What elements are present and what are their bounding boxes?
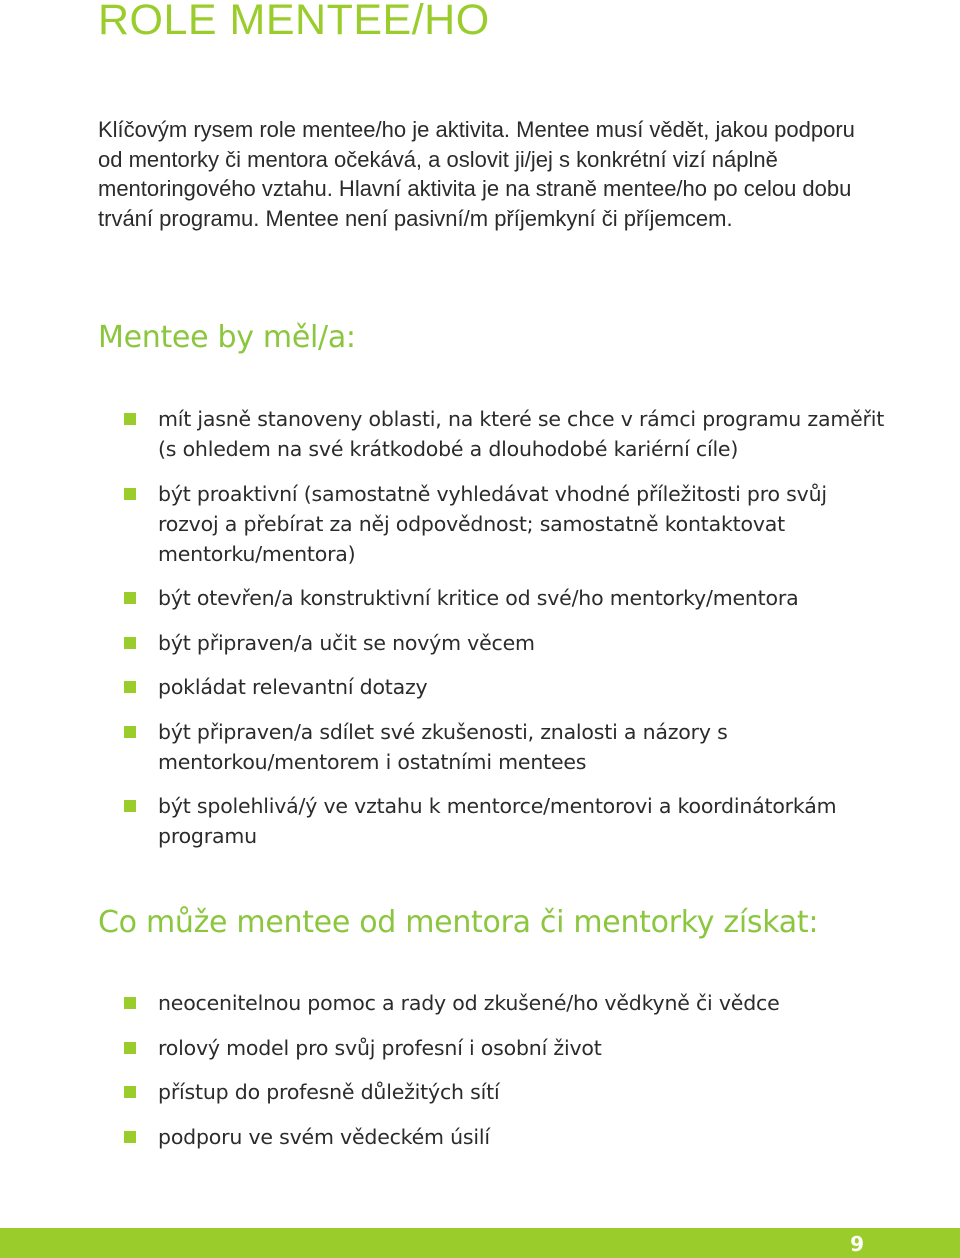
list-item	[98, 479, 888, 569]
bullet-square-icon	[124, 592, 136, 604]
bullet-square-icon	[124, 997, 136, 1009]
section-heading-mentee-should: Mentee by měl/a:	[98, 320, 356, 355]
list-item-text: být spolehlivá/ý ve vztahu k mentorce/mentorovi a koordinátorkám programu	[158, 794, 837, 848]
bullet-square-icon	[124, 726, 136, 738]
page-number: 9	[850, 1232, 864, 1256]
page-title: ROLE MENTEE/HO	[98, 0, 490, 44]
list-item-text: neocenitelnou pomoc a rady od zkušené/ho vědkyně či vědce	[158, 991, 780, 1015]
bullet-square-icon	[124, 1042, 136, 1054]
list-item-text: být otevřen/a konstruktivní kritice od své/ho mentorky/mentora	[158, 586, 799, 610]
list-item-text: pokládat relevantní dotazy	[158, 675, 428, 699]
list-item-text: být připraven/a sdílet své zkušenosti, znalosti a názory s mentorkou/mentorem i ostatními mentees	[158, 719, 728, 774]
list-item	[98, 404, 888, 464]
section-heading-mentee-gains: Co může mentee od mentora či mentorky získat:	[98, 905, 819, 940]
list-item	[98, 1077, 888, 1107]
bullet-square-icon	[124, 681, 136, 693]
list-item	[98, 583, 888, 613]
list-item-text: přístup do profesně důležitých sítí	[158, 1080, 500, 1104]
bullet-square-icon	[124, 1131, 136, 1143]
list-item-text: být proaktivní (samostatně vyhledávat vhodné příležitosti pro svůj rozvoj a přebírat za něj odpovědnost; samostatně kontaktovat mentorku/mentora)	[158, 481, 827, 566]
intro-paragraph: Klíčovým rysem role mentee/ho je aktivita. Mentee musí vědět, jakou podporu od mentorky či mentora očekává, a oslovit ji/jej s konkrétní vizí náplně mentoringového vztahu. Hlavní aktivita je na straně mentee/ho po celou dobu trvání programu. Mentee není pasivní/m příjemkyní či příjemcem.	[98, 117, 855, 231]
list-item	[98, 1033, 888, 1063]
bullet-square-icon	[124, 488, 136, 500]
list-item	[98, 791, 888, 851]
mentee-should-list	[98, 404, 888, 866]
list-item-text: mít jasně stanoveny oblasti, na které se chce v rámci programu zaměřit (s ohledem na své krátkodobé a dlouhodobé kariérní cíle)	[158, 407, 885, 461]
list-item	[98, 717, 888, 777]
bullet-square-icon	[124, 413, 136, 425]
bullet-square-icon	[124, 637, 136, 649]
bullet-square-icon	[124, 800, 136, 812]
bullet-square-icon	[124, 1086, 136, 1098]
list-item-text: rolový model pro svůj profesní i osobní život	[158, 1035, 602, 1060]
footer-bar	[0, 1228, 960, 1258]
list-item	[98, 1122, 888, 1152]
list-item	[98, 672, 888, 702]
list-item	[98, 628, 888, 658]
list-item-text: podporu ve svém vědeckém úsilí	[158, 1124, 490, 1149]
mentee-gains-list	[98, 988, 888, 1166]
list-item	[98, 988, 888, 1018]
list-item-text: být připraven/a učit se novým věcem	[158, 630, 535, 655]
